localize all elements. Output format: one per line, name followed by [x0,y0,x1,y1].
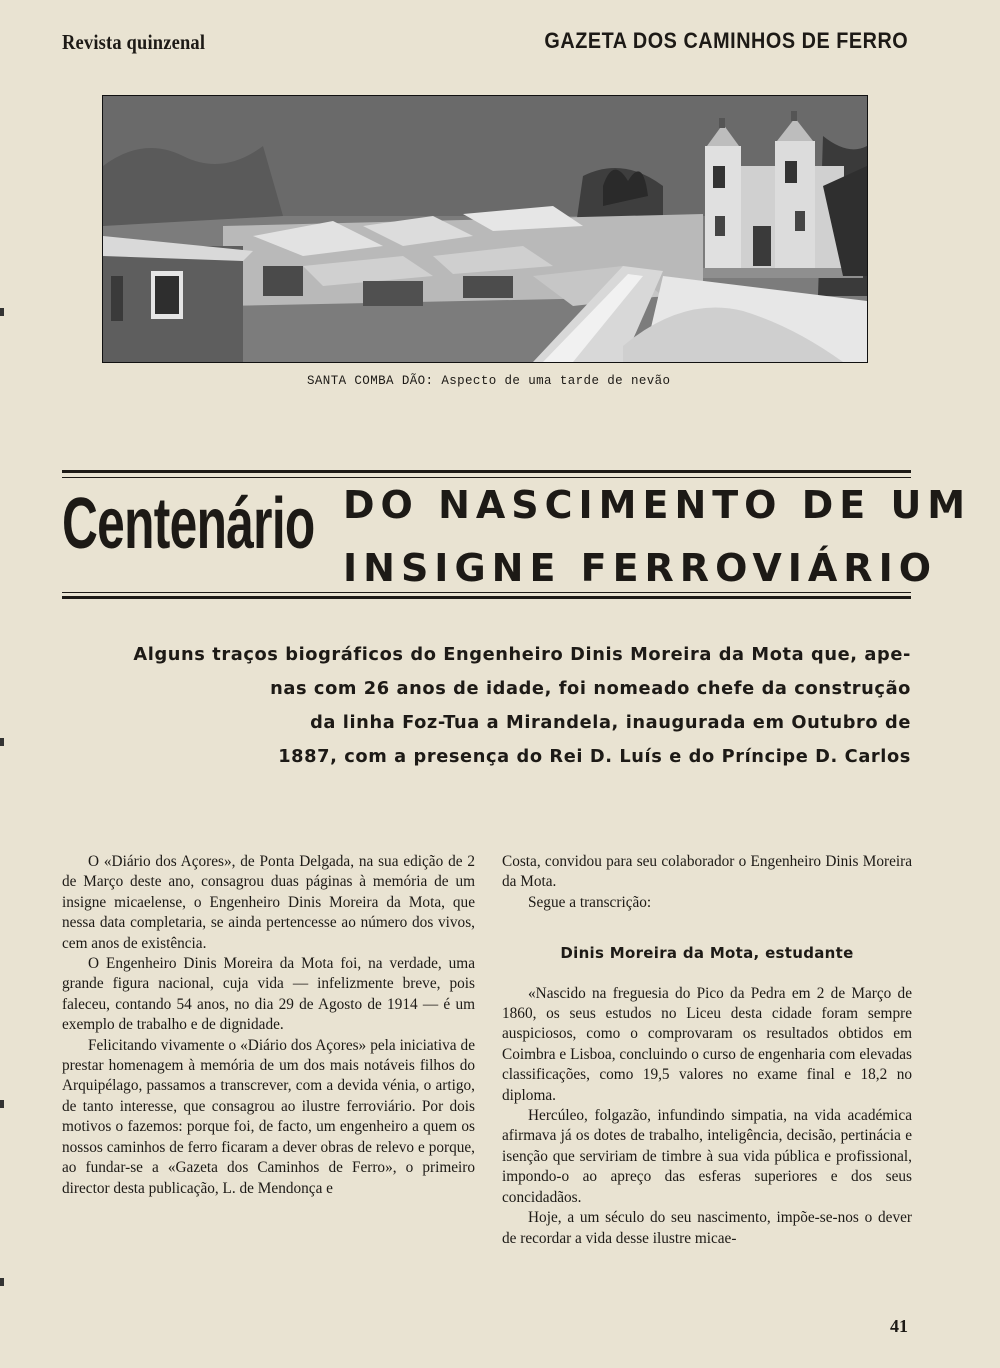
title-rule-bottom [62,596,911,599]
paragraph: O Engenheiro Dinis Moreira da Mota foi, na verdade, uma grande figura nacional, cuja vida — infelizmente breve, pois faleceu, contando 54 anos, no dia 29 de Agosto de 1914 — é um exemplo de trabalho e de dignidade. [62,955,475,1034]
paragraph: Hercúleo, folgazão, infundindo simpatia, na vida académica afirmava já os dotes de trabalho, inteligência, decisão, pertinácia e isenção que serviriam de timbre à sua vida pública e profissional, impondo-o ao apreço das esferas superiores e dos seus concidadãos. [502,1107,912,1206]
binding-mark [0,308,4,316]
article-column-left [62,852,475,1199]
photo-santa-comba-dao [102,95,868,363]
title-rule-bottom-thin [62,592,911,593]
section-heading: Dinis Moreira da Mota, estudante [560,944,854,963]
lede-line: da linha Foz-Tua a Mirandela, inaugurada em Outubro de [310,712,911,733]
title-rule-top-thin [62,477,911,478]
paragraph: Hoje, a um século do seu nascimento, impõe-se-nos o dever de recordar a vida desse ilustre micae- [502,1209,912,1247]
page-number: 41 [890,1316,908,1336]
paragraph: Costa, convidou para seu colaborador o Engenheiro Dinis Moreira da Mota. [502,853,912,891]
header-left: Revista quinzenal [62,30,206,54]
paragraph: Segue a transcrição: [528,893,652,911]
lede-line: nas com 26 anos de idade, foi nomeado chefe da construção [270,678,911,699]
paragraph: O «Diário dos Açores», de Ponta Delgada, na sua edição de 2 de Março deste ano, consagrou duas páginas à memória de um insigne micaelense, o Engenheiro Dinis Moreira da Mota, que nessa data completaria, se ainda pertencesse ao número dos vivos, cem anos de existência. [62,853,475,952]
headline-line-1: DO NASCIMENTO DE UM [343,483,972,527]
lede-line: Alguns traços biográficos do Engenheiro Dinis Moreira da Mota que, ape- [133,644,911,665]
header-right: GAZETA DOS CAMINHOS DE FERRO [544,28,908,53]
headline-line-2: INSIGNE FERROVIÁRIO [343,546,938,590]
paragraph: Felicitando vivamente o «Diário dos Açores» pela iniciativa de prestar homenagem à memória de um dos mais notáveis filhos do Arquipélago, passamos a transcrever, com a devida vénia, o artigo, de tanto interesse, que consagrou ao ilustre ferroviário. Por dois motivos o fazemos: porque foi, de facto, um engenheiro a quem os nossos caminhos de ferro ficaram a dever obras de relevo e porque, ao fundar-se a «Gazeta dos Caminhos de Ferro», o primeiro director desta publicação, L. de Mendonça e [62,1036,475,1197]
binding-mark [0,1278,4,1286]
binding-mark [0,1100,4,1108]
article-column-right [502,852,912,1249]
paragraph: «Nascido na freguesia do Pico da Pedra em 2 de Março de 1860, os seus estudos no Liceu desta cidade foram sempre auspiciosos, como o comprovaram os resultados obtidos em Coimbra e Lisboa, concluindo o curso de engenharia com elevadas classificações, como 19,5 valores no exame final e 18,2 no diploma. [502,984,912,1104]
photo-caption: SANTA COMBA DÃO: Aspecto de uma tarde de nevão [307,374,671,388]
title-rule-top [62,470,911,473]
headline-centenario: Centenário [62,484,315,564]
lede-summary [62,638,911,774]
binding-mark [0,738,4,746]
photo-illustration [103,96,867,362]
lede-line: 1887, com a presença do Rei D. Luís e do Príncipe D. Carlos [278,746,911,767]
